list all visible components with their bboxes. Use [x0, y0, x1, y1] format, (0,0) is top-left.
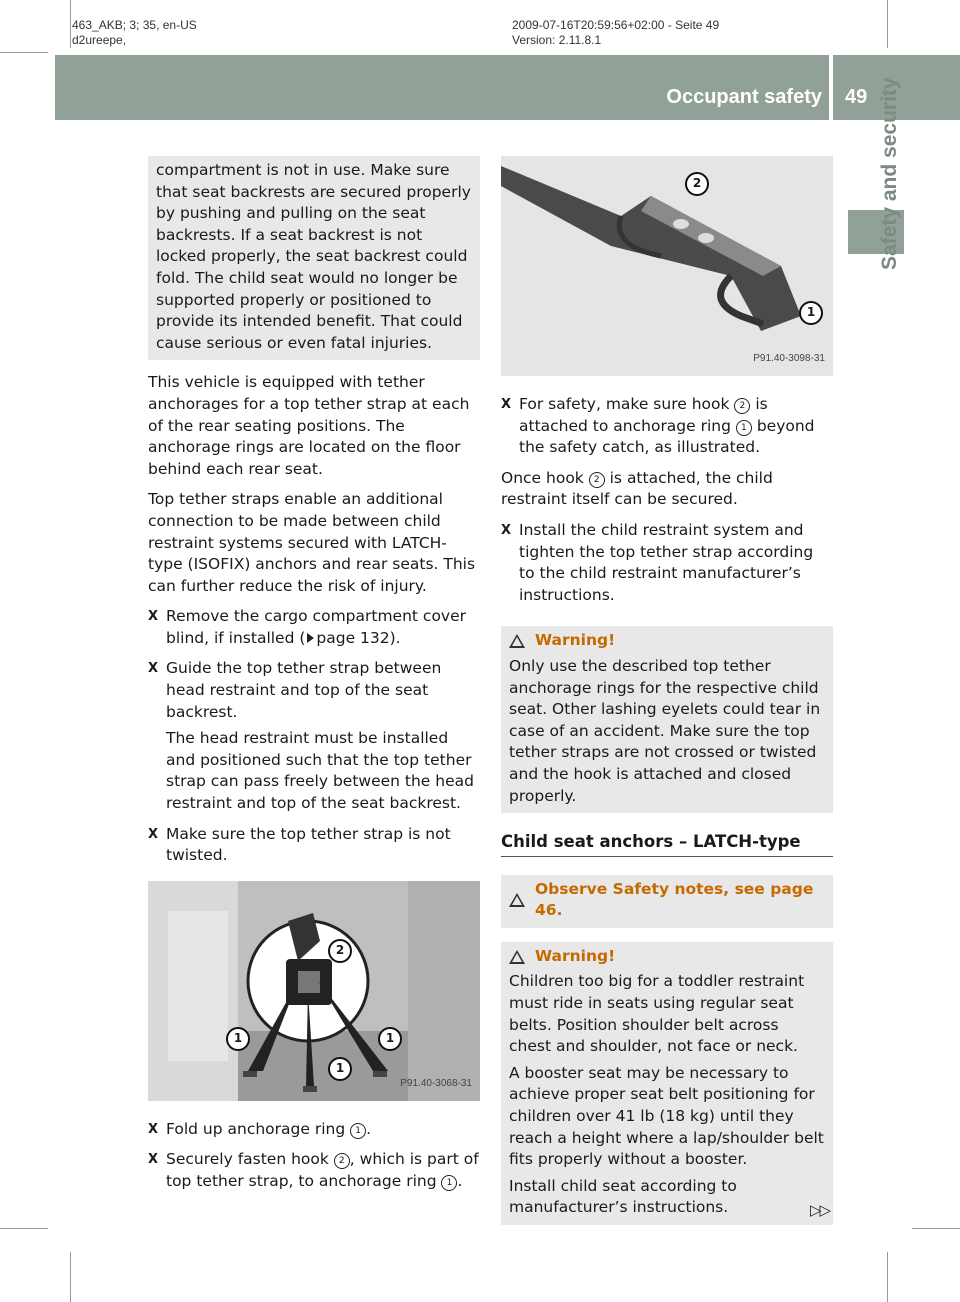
warning-continued [148, 156, 480, 360]
callout-1: 1 [226, 1027, 250, 1051]
step-text: Fold up anchorage ring [166, 1119, 351, 1138]
warning-text: Children too big for a toddler restraint must ride in seats using regular seat belts. Position shoulder belt across chest and shoulder, not face or neck. [509, 972, 805, 1056]
step-item [148, 606, 480, 649]
print-meta-right [512, 18, 719, 48]
callout-1: 1 [799, 301, 823, 325]
header-bar [55, 55, 960, 120]
figure-code: P91.40-3068-31 [400, 1078, 472, 1090]
meta-line: Version: 2.11.8.1 [512, 33, 602, 47]
note-text: Observe Safety notes, see page 46. [535, 879, 814, 920]
step-item [148, 824, 480, 867]
step-text: , which is part of top tether strap, to anchorage ring [166, 1150, 479, 1190]
figure-cargo-anchorage [148, 881, 480, 1101]
step-text: Remove the cargo compartment cover blind, if installed ( [166, 607, 467, 647]
warning-title: Warning! [535, 631, 616, 650]
right-column [501, 156, 833, 1225]
figure-code: P91.40-3098-31 [753, 353, 825, 365]
warning-icon [509, 893, 525, 907]
note-header [509, 879, 825, 922]
page-title: Occupant safety [666, 86, 822, 108]
step-item [148, 1119, 480, 1141]
paragraph-text: Once hook [501, 468, 589, 487]
crop-mark [887, 0, 888, 48]
paragraph: Top tether straps enable an additional connection to be made between child restraint systems secured with LATCH-type (ISOFIX) anchors and rear seats. This can further reduce the risk of injury. [148, 490, 476, 595]
meta-line: 2009-07-16T20:59:56+02:00 - Seite 49 [512, 18, 720, 32]
page-number: 49 [845, 86, 868, 108]
ring-ref-icon: 1 [350, 1123, 366, 1139]
page-ref-arrow-icon [307, 633, 314, 643]
crop-mark [887, 1252, 888, 1302]
step-text: Install the child restraint system and tighten the top tether strap according to the child restraint manufacturer’s instructions. [519, 520, 814, 604]
step-text: Securely fasten hook [166, 1150, 334, 1169]
callout-1: 1 [378, 1027, 402, 1051]
step-subtext: The head restraint must be installed and positioned such that the top tether strap can pass freely between the head restraint and top of the seat backrest. [166, 729, 474, 813]
cargo-anchorage-illustration [148, 881, 480, 1101]
meta-line: d2ureepe, [72, 33, 127, 47]
warning-text: compartment is not in use. Make sure that seat backrests are secured properly by pushing and pulling on the seat backrests. If a seat backrest is not locked properly, the seat backrest could fold. The child seat would no longer be supported properly or positioned to provide its intended benefit. That could cause serious or even fatal injuries. [156, 161, 471, 352]
ring-ref-icon: 1 [736, 420, 752, 436]
callout-2: 2 [685, 172, 709, 196]
warning-box [501, 942, 833, 1225]
header-divider [829, 55, 833, 120]
step-item [501, 520, 833, 606]
step-text: Guide the top tether strap between head restraint and top of the seat backrest. [166, 659, 442, 721]
page-reference: page 132). [316, 628, 401, 647]
continued-arrow-icon: ▷▷ [810, 1201, 830, 1219]
hook-ref-icon: 2 [734, 398, 750, 414]
step-text: For safety, make sure hook [519, 395, 735, 413]
warning-icon [509, 950, 525, 964]
hook-ref-icon: 2 [589, 472, 605, 488]
meta-line: 463_AKB; 3; 35, en-US [72, 18, 197, 32]
crop-mark [70, 0, 71, 48]
step-item [148, 658, 480, 814]
warning-text: A booster seat may be necessary to achieve proper seat belt positioning for children over 41 lb (18 kg) until they reach a height where a lap/shoulder belt fits properly without a booster. [509, 1063, 824, 1169]
step-item [501, 394, 833, 459]
figure-hook-detail [501, 156, 833, 376]
section-heading: Child seat anchors – LATCH-type [501, 831, 833, 857]
step-text: Make sure the top tether strap is not twisted. [166, 824, 451, 865]
paragraph: This vehicle is equipped with tether anchorages for a top tether strap at each of the rear seating positions. The anchorage rings are located on the floor behind each rear seat. [148, 373, 470, 478]
paragraph-text: is attached, the child restraint itself can be secured. [501, 468, 773, 509]
warning-header [509, 630, 825, 652]
warning-text: Install child seat according to manufacturer’s instructions. [509, 1176, 737, 1217]
step-item [148, 1149, 480, 1192]
warning-box [501, 626, 833, 813]
side-tab-label: Safety and security [878, 77, 901, 270]
crop-mark [912, 1228, 960, 1229]
step-text: . [457, 1172, 463, 1190]
print-meta-left [72, 18, 197, 48]
crop-mark [70, 1252, 71, 1302]
warning-text: Only use the described top tether anchorage rings for the respective child seat. Other lashing eyelets could tear in case of an accident. Make sure the top tether straps are not crossed or twisted and the hook is attached and closed properly. [509, 656, 821, 805]
hook-ref-icon: 2 [334, 1153, 350, 1169]
callout-1: 1 [328, 1057, 352, 1081]
warning-icon [509, 634, 525, 648]
crop-mark [0, 1228, 48, 1229]
callout-2: 2 [328, 939, 352, 963]
left-column [148, 156, 480, 1202]
paragraph [501, 468, 833, 511]
crop-mark [0, 52, 48, 53]
step-text: . [366, 1119, 372, 1138]
warning-title: Warning! [535, 946, 616, 965]
ring-ref-icon: 1 [441, 1175, 457, 1191]
warning-header [509, 946, 825, 968]
step-text: is attached to anchorage ring [519, 395, 768, 435]
hook-illustration [501, 156, 833, 376]
note-box [501, 875, 833, 928]
step-text: beyond the safety catch, as illustrated. [519, 416, 815, 457]
